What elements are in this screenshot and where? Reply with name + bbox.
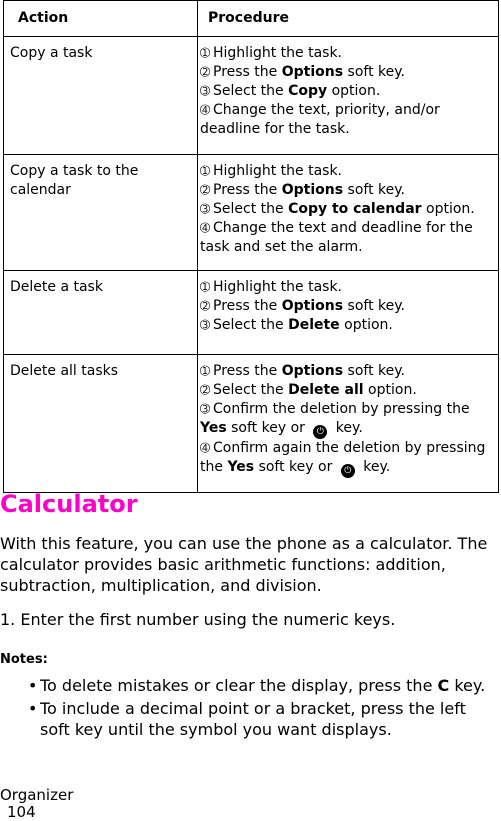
text-run: Press the — [213, 363, 282, 379]
table-row — [4, 155, 499, 271]
bold-term: Delete — [288, 317, 340, 333]
procedure-step — [200, 162, 496, 181]
text-run: soft key. — [343, 182, 405, 198]
bold-term: Yes — [227, 459, 255, 475]
notes-label: Notes: — [0, 652, 48, 667]
procedure-step — [200, 439, 496, 478]
text-run: Press the — [213, 182, 282, 198]
procedure-step — [200, 362, 496, 381]
header-action: Action — [4, 1, 198, 37]
bold-term: Options — [281, 182, 344, 198]
step-number: ➁ — [200, 299, 211, 313]
text-run: Select the — [213, 317, 289, 333]
text-run: Highlight the task. — [213, 163, 343, 179]
text-run: Highlight the task. — [213, 45, 343, 61]
text-run: key. — [449, 676, 486, 695]
bold-term: Yes — [200, 420, 227, 436]
procedure-step — [200, 44, 496, 63]
page-number: 104 — [7, 803, 36, 821]
step-number: ➁ — [200, 65, 211, 79]
bold-term: Delete all — [288, 382, 364, 398]
procedure-step — [200, 381, 496, 400]
procedure-step — [200, 63, 496, 82]
text-run: key. — [331, 420, 363, 436]
text-run: Change the text and deadline for the task and set the alarm. — [200, 220, 473, 255]
text-run: option. — [421, 201, 475, 217]
bold-term: Options — [281, 363, 344, 379]
step-number: ➀ — [200, 364, 211, 378]
table-header-row — [4, 1, 499, 37]
text-run: Press the — [213, 64, 282, 80]
end-key-icon: ⏻ — [313, 425, 327, 439]
procedure-step — [200, 400, 496, 439]
text-run: Select the — [213, 201, 289, 217]
table-row — [4, 271, 499, 355]
text-run: Highlight the task. — [213, 279, 343, 295]
text-run: To delete mistakes or clear the display, press the — [40, 676, 438, 695]
text-run: Select the — [213, 83, 289, 99]
procedure-step — [200, 200, 496, 219]
step-number: ➃ — [200, 103, 211, 117]
procedure-step — [200, 82, 496, 101]
notes-list — [28, 675, 498, 742]
end-key-icon: ⏻ — [341, 464, 355, 478]
text-run: soft key. — [343, 363, 405, 379]
procedure-table — [3, 0, 499, 493]
table-row — [4, 355, 499, 493]
procedure-cell — [198, 37, 499, 155]
footer-section-name: Organizer — [0, 786, 74, 804]
step-number: ➃ — [200, 221, 211, 235]
procedure-step — [200, 297, 496, 316]
bold-term: Copy to calendar — [288, 201, 422, 217]
procedure-cell — [198, 271, 499, 355]
bold-term: Copy — [288, 83, 328, 99]
text-run: key. — [358, 459, 391, 475]
text-run: Confirm the deletion by pressing the — [213, 401, 470, 417]
note-item — [28, 675, 498, 696]
text-run: option. — [363, 382, 417, 398]
step-number: ➂ — [200, 202, 211, 216]
procedure-step — [200, 101, 496, 139]
section-title: Calculator — [0, 490, 138, 518]
text-run: soft key. — [343, 298, 405, 314]
step-number: ➃ — [200, 441, 211, 455]
action-cell: Copy a task — [4, 37, 198, 155]
text-run: soft key or — [226, 420, 310, 436]
step-number: ➂ — [200, 84, 211, 98]
procedure-cell — [198, 155, 499, 271]
text-run: option. — [339, 317, 393, 333]
procedure-cell — [198, 355, 499, 493]
step-number: ➀ — [200, 280, 211, 294]
intro-paragraph: With this feature, you can use the phone as a calculator. The calculator provides basic arithmetic functions: addition, subtraction, multiplication, and division. — [0, 534, 488, 595]
bold-term: Options — [281, 298, 344, 314]
procedure-step — [200, 278, 496, 297]
step-number: ➂ — [200, 402, 211, 416]
action-cell: Delete all tasks — [4, 355, 198, 493]
text-run: Select the — [213, 382, 289, 398]
procedure-step — [200, 181, 496, 200]
step-1: 1. Enter the first number using the numeric keys. — [0, 610, 396, 629]
text-run: To include a decimal point or a bracket, press the left soft key until the symbol you want displays. — [40, 699, 466, 739]
table-row — [4, 37, 499, 155]
action-cell: Copy a task to the calendar — [4, 155, 198, 271]
step-number: ➀ — [200, 46, 211, 60]
text-run: Press the — [213, 298, 282, 314]
text-run: Change the text, priority, and/or deadline for the task. — [200, 102, 440, 137]
bold-term: Options — [281, 64, 344, 80]
note-item — [28, 698, 498, 740]
procedure-step — [200, 219, 496, 257]
text-run: option. — [327, 83, 381, 99]
text-run: soft key or — [254, 459, 337, 475]
header-procedure: Procedure — [198, 1, 499, 37]
step-number: ➀ — [200, 164, 211, 178]
step-number: ➁ — [200, 183, 211, 197]
text-run: soft key. — [343, 64, 405, 80]
bold-term: C — [437, 676, 450, 695]
step-number: ➂ — [200, 318, 211, 332]
text-run: Confirm again the deletion by pressing the — [200, 440, 486, 475]
action-cell: Delete a task — [4, 271, 198, 355]
procedure-step — [200, 316, 496, 335]
step-number: ➁ — [200, 383, 211, 397]
